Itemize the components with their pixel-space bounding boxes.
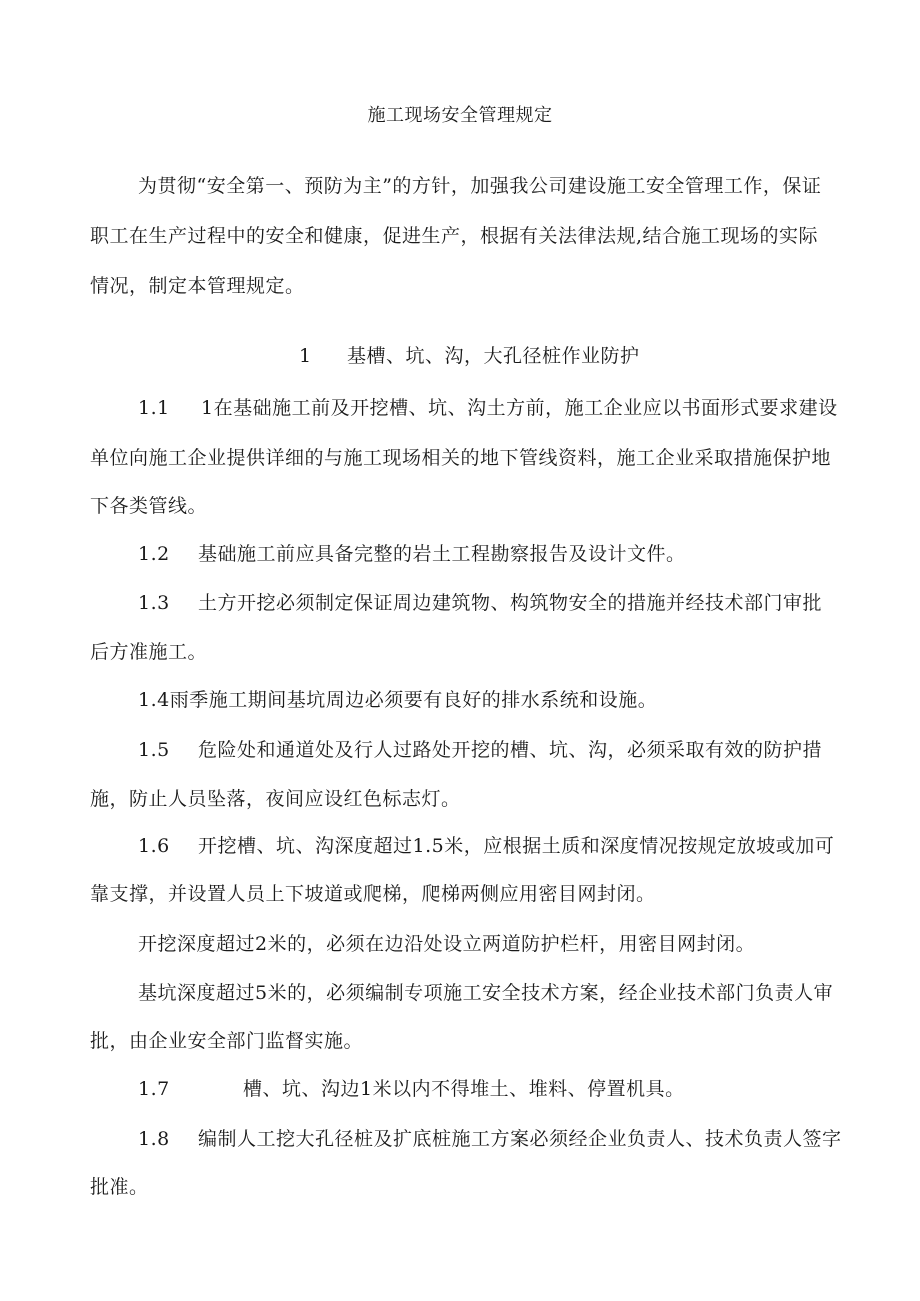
item-number: 1.3	[138, 592, 170, 614]
paragraph-5m-line-2: 批，由企业安全部门监督实施。	[90, 1030, 364, 1052]
item-text: 编制人工挖大孔径桩及扩底桩施工方案必须经企业负责人、技术负责人签字	[198, 1128, 842, 1150]
item-1-2	[138, 541, 918, 567]
item-number: 1.1	[138, 397, 170, 419]
item-text: 土方开挖必须制定保证周边建筑物、构筑物安全的措施并经技术部门审批	[198, 592, 823, 614]
paragraph-2m: 开挖深度超过2米的，必须在边沿处设立两道防护栏杆，用密目网封闭。	[138, 933, 756, 955]
item-1-8-line-1	[138, 1126, 918, 1152]
paragraph-5m-line-1: 基坑深度超过5米的，必须编制专项施工安全技术方案，经企业技术部门负责人审	[138, 982, 834, 1004]
item-number: 1.7	[138, 1078, 170, 1100]
item-number: 1.6	[138, 835, 170, 857]
item-1-3-line-1	[138, 590, 918, 616]
section-number: 1	[299, 345, 312, 367]
intro-line-2: 职工在生产过程中的安全和健康，促进生产，根据有关法律法规,结合施工现场的实际	[90, 225, 819, 247]
section-title: 基槽、坑、沟，大孔径桩作业防护	[347, 345, 640, 367]
item-1-5-line-2: 施，防止人员坠落，夜间应设红色标志灯。	[90, 788, 461, 810]
item-1-3-line-2: 后方准施工。	[90, 641, 208, 663]
item-number: 1.8	[138, 1128, 170, 1150]
item-text: 1在基础施工前及开挖槽、坑、沟土方前，施工企业应以书面形式要求建设	[201, 397, 838, 419]
intro-line-1: 为贯彻“安全第一、预防为主”的方针，加强我公司建设施工安全管理工作，保证	[138, 175, 822, 197]
item-1-1-line-2: 单位向施工企业提供详细的与施工现场相关的地下管线资料，施工企业采取措施保护地	[90, 447, 832, 469]
item-text: 危险处和通道处及行人过路处开挖的槽、坑、沟，必须采取有效的防护措	[198, 739, 823, 761]
document-title: 施工现场安全管理规定	[367, 105, 553, 126]
item-1-8-line-2: 批准。	[90, 1176, 149, 1198]
item-1-6-line-2: 靠支撑，并设置人员上下坡道或爬梯，爬梯两侧应用密目网封闭。	[90, 883, 656, 905]
intro-line-3: 情况，制定本管理规定。	[90, 275, 305, 297]
item-number: 1.2	[138, 543, 170, 565]
section-heading-1	[299, 343, 640, 369]
item-text: 基础施工前应具备完整的岩土工程勘察报告及设计文件。	[198, 543, 686, 565]
item-1-7	[138, 1076, 918, 1102]
item-1-6-line-1	[138, 833, 918, 859]
item-1-4: 1.4雨季施工期间基坑周边必须要有良好的排水系统和设施。	[138, 689, 658, 711]
item-1-1-line-1	[138, 395, 918, 421]
item-1-1-line-3: 下各类管线。	[90, 495, 208, 517]
item-text: 开挖槽、坑、沟深度超过1.5米，应根据土质和深度情况按规定放坡或加可	[198, 835, 835, 857]
item-text: 槽、坑、沟边1米以内不得堆土、堆料、停置机具。	[243, 1078, 685, 1100]
item-1-5-line-1	[138, 737, 918, 763]
item-number: 1.5	[138, 739, 170, 761]
